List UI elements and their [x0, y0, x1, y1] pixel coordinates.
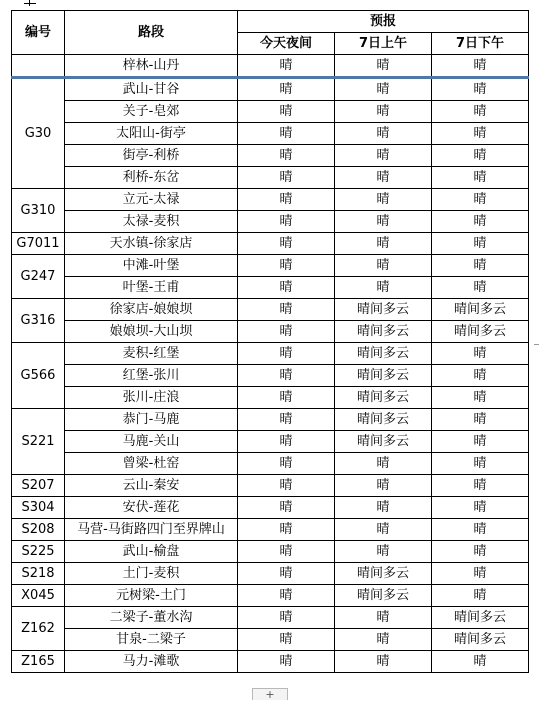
weather-cell: 晴: [335, 101, 432, 123]
road-section: 利桥-东岔: [65, 167, 238, 189]
road-section: 红堡-张川: [65, 365, 238, 387]
weather-cell: 晴: [335, 123, 432, 145]
road-code: S208: [12, 519, 65, 541]
weather-cell: 晴: [432, 55, 529, 78]
weather-cell: 晴: [335, 453, 432, 475]
weather-cell: 晴: [432, 409, 529, 431]
table-row: [12, 145, 529, 167]
weather-cell: 晴: [238, 365, 335, 387]
road-section: 娘娘坝-大山坝: [65, 321, 238, 343]
table-row: [12, 387, 529, 409]
table-row: [12, 321, 529, 343]
road-code: S221: [12, 409, 65, 475]
weather-cell: 晴: [335, 541, 432, 563]
road-section: 云山-秦安: [65, 475, 238, 497]
weather-cell: 晴: [432, 211, 529, 233]
weather-cell: 晴间多云: [335, 299, 432, 321]
table-row: [12, 475, 529, 497]
road-code: S304: [12, 497, 65, 519]
road-code: S225: [12, 541, 65, 563]
header-section: 路段: [65, 11, 238, 55]
weather-cell: 晴间多云: [335, 343, 432, 365]
weather-cell: 晴: [238, 233, 335, 255]
weather-cell: 晴: [432, 519, 529, 541]
road-code: G566: [12, 343, 65, 409]
road-section: 恭门-马鹿: [65, 409, 238, 431]
road-section: 中滩-叶堡: [65, 255, 238, 277]
road-code: [12, 55, 65, 78]
weather-cell: 晴: [238, 145, 335, 167]
table-row: [12, 167, 529, 189]
weather-cell: 晴: [238, 211, 335, 233]
header-code: 编号: [12, 11, 65, 55]
weather-cell: 晴: [432, 475, 529, 497]
weather-cell: 晴: [335, 497, 432, 519]
table-row: [12, 343, 529, 365]
road-code: S218: [12, 563, 65, 585]
table-row: [12, 497, 529, 519]
weather-cell: 晴: [432, 277, 529, 299]
table-row: [12, 299, 529, 321]
weather-cell: 晴: [432, 497, 529, 519]
road-code: G310: [12, 189, 65, 233]
table-row: [12, 585, 529, 607]
table-row: [12, 123, 529, 145]
road-code: G247: [12, 255, 65, 299]
weather-cell: 晴: [432, 145, 529, 167]
weather-forecast-table: [11, 10, 529, 673]
weather-cell: 晴: [432, 233, 529, 255]
weather-cell: 晴间多云: [335, 321, 432, 343]
page-edge-mark: [534, 344, 539, 345]
weather-cell: 晴: [238, 431, 335, 453]
weather-cell: 晴: [432, 123, 529, 145]
weather-cell: 晴: [432, 255, 529, 277]
weather-cell: 晴间多云: [432, 629, 529, 651]
weather-cell: 晴: [432, 453, 529, 475]
header-period-tonight: 今天夜间: [238, 33, 335, 55]
road-section: 张川-庄浪: [65, 387, 238, 409]
road-section: 太禄-麦积: [65, 211, 238, 233]
weather-cell: 晴: [238, 453, 335, 475]
weather-cell: 晴: [432, 167, 529, 189]
road-section: 太阳山-街亭: [65, 123, 238, 145]
weather-cell: 晴: [238, 321, 335, 343]
weather-cell: 晴: [335, 189, 432, 211]
weather-cell: 晴: [238, 629, 335, 651]
weather-cell: 晴: [432, 651, 529, 673]
table-row: [12, 409, 529, 431]
weather-cell: 晴: [432, 585, 529, 607]
table-row: [12, 431, 529, 453]
road-code: Z162: [12, 607, 65, 651]
header-period-morning: 7日上午: [335, 33, 432, 55]
weather-cell: 晴间多云: [432, 607, 529, 629]
road-code: G7011: [12, 233, 65, 255]
road-section: 街亭-利桥: [65, 145, 238, 167]
road-code: Z165: [12, 651, 65, 673]
weather-cell: 晴: [238, 299, 335, 321]
weather-cell: 晴: [335, 475, 432, 497]
weather-cell: 晴: [432, 343, 529, 365]
weather-cell: 晴间多云: [335, 563, 432, 585]
table-row: [12, 651, 529, 673]
weather-cell: 晴: [238, 55, 335, 78]
header-forecast: 预报: [238, 11, 529, 33]
weather-cell: 晴间多云: [335, 585, 432, 607]
table-row: [12, 365, 529, 387]
weather-cell: 晴间多云: [432, 299, 529, 321]
weather-cell: 晴: [432, 189, 529, 211]
weather-cell: 晴: [432, 78, 529, 101]
weather-cell: 晴间多云: [335, 431, 432, 453]
weather-cell: 晴: [335, 55, 432, 78]
weather-cell: 晴: [238, 409, 335, 431]
weather-cell: 晴间多云: [335, 409, 432, 431]
weather-cell: 晴: [432, 563, 529, 585]
weather-cell: 晴: [238, 563, 335, 585]
road-section: 马力-滩歌: [65, 651, 238, 673]
weather-cell: 晴: [335, 277, 432, 299]
weather-cell: 晴: [238, 541, 335, 563]
road-code: X045: [12, 585, 65, 607]
weather-cell: 晴: [335, 78, 432, 101]
weather-cell: 晴: [335, 629, 432, 651]
road-code: G30: [12, 78, 65, 189]
road-section: 曾梁-杜窑: [65, 453, 238, 475]
weather-cell: 晴: [432, 101, 529, 123]
road-section: 天水镇-徐家店: [65, 233, 238, 255]
road-section: 麦积-红堡: [65, 343, 238, 365]
road-section: 安伏-莲花: [65, 497, 238, 519]
table-row: [12, 629, 529, 651]
weather-cell: 晴: [432, 387, 529, 409]
weather-cell: 晴: [238, 343, 335, 365]
table-row: [12, 101, 529, 123]
weather-cell: 晴: [432, 365, 529, 387]
weather-cell: 晴: [335, 651, 432, 673]
weather-cell: 晴: [335, 233, 432, 255]
weather-cell: 晴: [238, 277, 335, 299]
table-row: [12, 211, 529, 233]
road-section: 立元-太禄: [65, 189, 238, 211]
road-section: 二梁子-董水沟: [65, 607, 238, 629]
weather-cell: 晴: [238, 189, 335, 211]
table-row: [12, 563, 529, 585]
header-period-afternoon: 7日下午: [432, 33, 529, 55]
road-section: 徐家店-娘娘坝: [65, 299, 238, 321]
table-row: [12, 189, 529, 211]
add-sheet-button[interactable]: +: [252, 688, 288, 700]
weather-cell: 晴: [238, 387, 335, 409]
weather-cell: 晴间多云: [335, 365, 432, 387]
weather-cell: 晴: [335, 607, 432, 629]
weather-cell: 晴: [238, 607, 335, 629]
table-row: [12, 55, 529, 78]
weather-cell: 晴: [238, 167, 335, 189]
weather-cell: 晴: [238, 123, 335, 145]
weather-cell: 晴间多云: [432, 321, 529, 343]
table-row: [12, 519, 529, 541]
weather-cell: 晴: [238, 101, 335, 123]
road-section: 马鹿-关山: [65, 431, 238, 453]
weather-cell: 晴: [335, 255, 432, 277]
table-row: [12, 255, 529, 277]
road-section: 梓林-山丹: [65, 55, 238, 78]
weather-cell: 晴: [335, 211, 432, 233]
weather-cell: 晴间多云: [335, 387, 432, 409]
weather-cell: 晴: [238, 585, 335, 607]
road-code: S207: [12, 475, 65, 497]
road-section: 武山-榆盘: [65, 541, 238, 563]
road-section: 叶堡-王甫: [65, 277, 238, 299]
weather-cell: 晴: [432, 541, 529, 563]
weather-cell: 晴: [238, 519, 335, 541]
weather-cell: 晴: [238, 78, 335, 101]
table-row: [12, 453, 529, 475]
table-row: [12, 78, 529, 101]
weather-cell: 晴: [238, 255, 335, 277]
road-section: 土门-麦积: [65, 563, 238, 585]
table-row: [12, 541, 529, 563]
weather-cell: 晴: [335, 519, 432, 541]
road-code: G316: [12, 299, 65, 343]
road-section: 关子-皂郊: [65, 101, 238, 123]
road-section: 元树梁-土门: [65, 585, 238, 607]
table-row: [12, 607, 529, 629]
cell-cursor-mark: [24, 0, 36, 6]
weather-cell: 晴: [335, 145, 432, 167]
weather-cell: 晴: [432, 431, 529, 453]
weather-cell: 晴: [238, 497, 335, 519]
road-section: 甘泉-二梁子: [65, 629, 238, 651]
road-section: 马营-马街路四门至界牌山: [65, 519, 238, 541]
weather-cell: 晴: [335, 167, 432, 189]
table-row: [12, 233, 529, 255]
weather-cell: 晴: [238, 651, 335, 673]
table-row: [12, 277, 529, 299]
weather-cell: 晴: [238, 475, 335, 497]
road-section: 武山-甘谷: [65, 78, 238, 101]
